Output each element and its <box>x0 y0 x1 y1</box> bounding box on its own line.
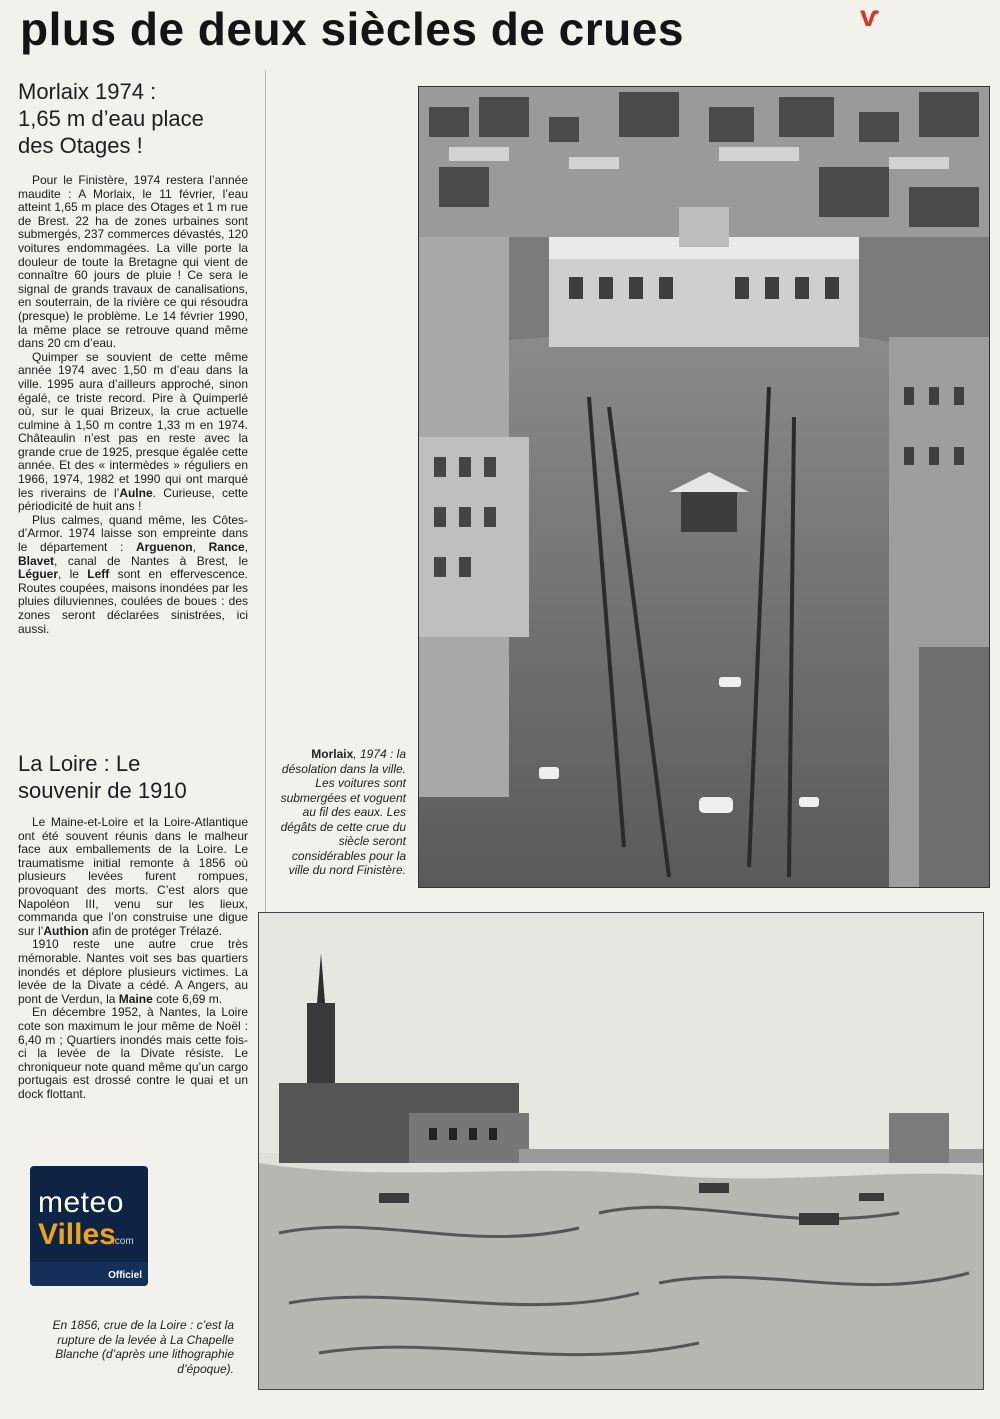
bold-term: Arguenon <box>135 540 193 555</box>
paragraph <box>18 938 248 1006</box>
bold-term: Leff <box>87 567 110 582</box>
section1-title-line: 1,65 m d’eau place <box>18 106 204 131</box>
text-run: . Curieuse, cette périodicité de huit ans ! <box>18 485 248 514</box>
text-run: En décembre 1952, à Nantes, la Loire cote son maximum le jour même de Noël : 6,40 m ; Quartiers inondés mais cette fois-ci la levée de la Divate résiste. Le chroniqueur note quand même qu’un cargo portugais est drossé contre le quai et un dock flottant. <box>18 1005 248 1101</box>
text-run: sont en effervescence. Routes coupées, maisons inondées par les pluies diluviennes, coulées de boues : des zones seront déclarées sinistrées, ici aussi. <box>18 567 249 636</box>
bold-term: Léguer <box>18 567 59 582</box>
logo-text-meteo: meteo <box>38 1186 124 1219</box>
text-run: cote 6,69 m. <box>152 991 223 1006</box>
logo-text-villes: Villes <box>38 1218 116 1251</box>
paragraph <box>18 174 248 351</box>
bold-term: Maine <box>118 991 153 1006</box>
bold-term: Authion <box>43 923 89 938</box>
text-run: 1910 reste une autre crue très mémorable. Nantes voit ses bas quartiers inondés et déplore plusieurs victimes. La levée de la Divate a cédé. A Angers, au pont de Verdun, la <box>18 937 248 1006</box>
paragraph <box>18 514 248 636</box>
bold-term: Aulne <box>119 485 153 500</box>
section2-body <box>18 816 248 1101</box>
text-run: , <box>192 540 209 555</box>
bold-term: Blavet <box>18 553 55 568</box>
logo-text-domain: .com <box>112 1236 134 1247</box>
morlaix-flood-illustration <box>419 87 989 887</box>
text-run: Plus calmes, quand même, les Côtes-d’Armor. 1974 laisse son empreinte dans le département : <box>18 512 248 555</box>
loire-1856-lithograph-illustration <box>259 913 983 1389</box>
text-run: , canal de Nantes à Brest, le <box>54 553 248 568</box>
text-run: afin de protéger Trélazé. <box>88 923 223 938</box>
text-run: Quimper se souvient de cette même année 1974 avec 1,50 m d’eau dans la ville. 1995 aura d’ailleurs approché, sinon égalé, ce triste record. Pire à Quimperlé où, sur le quai Brizeux, la crue actuelle culmine à 1,50 m contre 1,33 m en 1974. Châteaulin n’est pas en reste avec la grande crue de 1925, presque égalée cette année. Et des « intermèdes » réguliers en 1966, 1974, 1982 et 1990 qui ont marqué les riverains de l’ <box>18 349 248 500</box>
loire-1856-lithograph <box>258 912 984 1390</box>
section1-title-line: des Otages ! <box>18 133 143 158</box>
text-run: , <box>244 540 248 555</box>
caption-lead: , 1974 : la <box>353 747 406 761</box>
caption-place: Morlaix <box>311 747 354 761</box>
headline: plus de deux siècles de crues <box>20 3 684 55</box>
morlaix-flood-photo <box>418 86 990 888</box>
paragraph <box>18 351 248 514</box>
section2-title-line: La Loire : Le <box>18 751 141 776</box>
section1-title-line: Morlaix 1974 : <box>18 79 157 104</box>
caption-text: désolation dans la ville. Les voitures sont submergées et voguent au fil des eaux. Les dégâts de cette crue du siècle seront considérables pour la ville du nord Finistère. <box>280 761 406 877</box>
section2-title <box>18 750 187 804</box>
lithograph-caption: En 1856, crue de la Loire : c’est la rupture de la levée à La Chapelle Blanche (d’après une lithographie d’époque). <box>52 1318 234 1376</box>
text-run: , le <box>58 567 88 582</box>
bold-term: Rance <box>208 540 245 555</box>
paragraph <box>18 816 248 938</box>
meteovilles-logo[interactable] <box>30 1166 148 1286</box>
text-run: Le Maine-et-Loire et la Loire-Atlantique ont été souvent réunis dans le malheur face aux emballements de la Loire. Le traumatisme initial remonte à 1856 où plusieurs levées furent rompues, provoquant des morts. C’est alors que Napoléon III, venu sur les lieux, commanda que l’on construise une digue sur l’ <box>18 815 248 938</box>
logo-badge: Officiel <box>108 1270 142 1281</box>
text-run: Pour le Finistère, 1974 restera l’année maudite : A Morlaix, le 11 février, l’eau atteint 1,65 m place des Otages et 1 m rue de Brest. 22 ha de zones urbaines sont submergés, 237 commerces dévastés, 120 voitures endommagées. La ville porte la douleur de toute la Bretagne qui vient de connaître 60 jours de pluie ! Ce sera le signal de grands travaux de canalisations, en souterrain, de la rivière ce qui résoudra (presque) le problème. Le 14 février 1990, la même place se retrouve quand même dans 20 cm d’eau. <box>18 173 248 351</box>
section2-title-line: souvenir de 1910 <box>18 778 187 803</box>
section1-title <box>18 78 204 159</box>
paragraph <box>18 1006 248 1101</box>
section1-body <box>18 174 248 636</box>
photo-caption <box>280 747 406 878</box>
annotation-checkmark-icon: ѵ <box>860 0 880 33</box>
